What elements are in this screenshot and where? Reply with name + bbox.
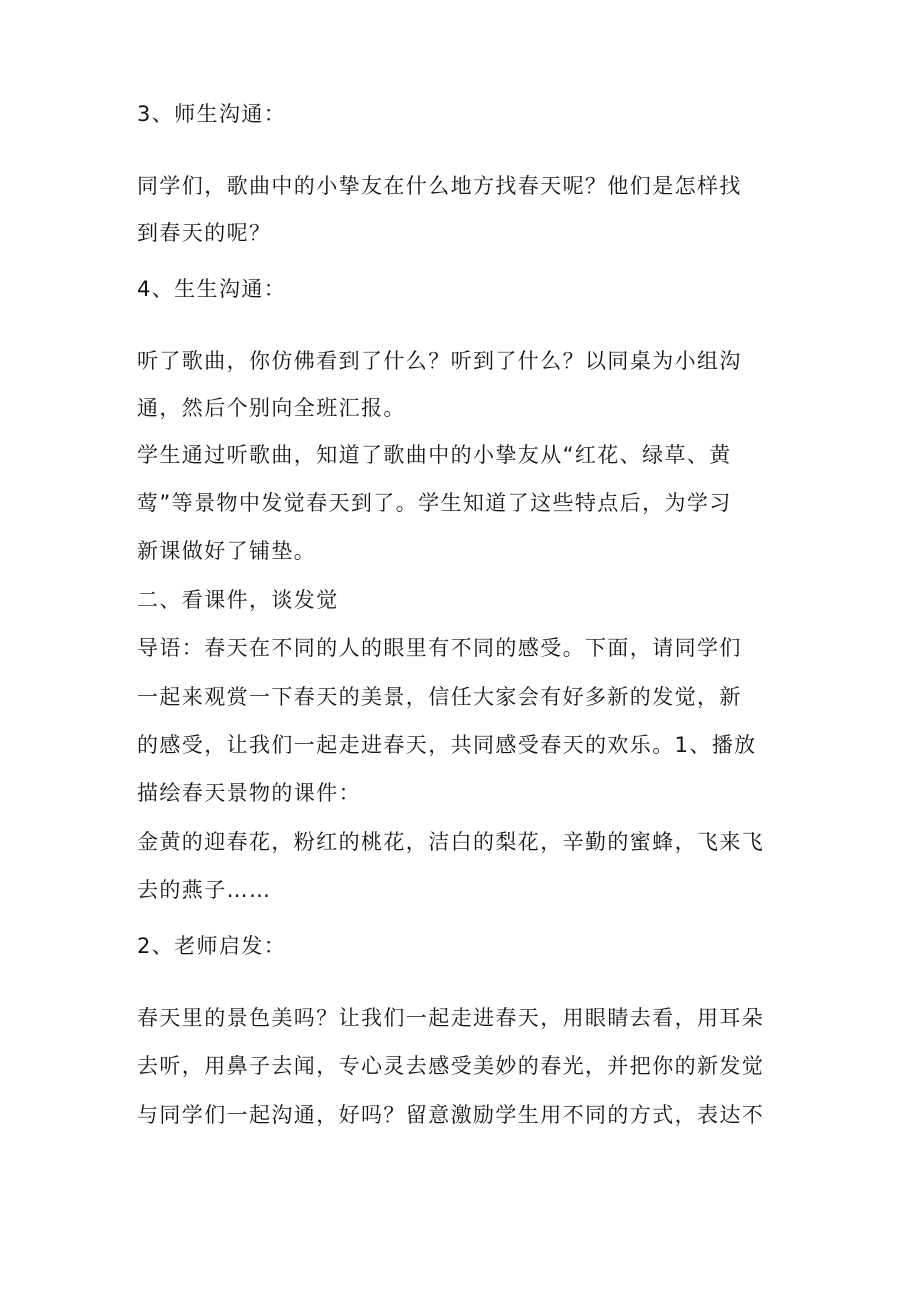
paragraph-line: 的感受，让我们一起走进春天，共同感受春天的欢乐。1、播放 xyxy=(137,733,757,757)
heading-teacher-inspiration: 2、老师启发： xyxy=(137,934,287,958)
paragraph-line: 去听，用鼻子去闻，专心灵去感受美妙的春光，并把你的新发觉 xyxy=(137,1054,765,1078)
paragraph-line: 描绘春天景物的课件： xyxy=(137,781,361,805)
paragraph-line: 莺”等景物中发觉春天到了。学生知道了这些特点后，为学习 xyxy=(137,491,732,515)
paragraph-line: 通，然后个别向全班汇报。 xyxy=(137,396,406,420)
paragraph-line: 春天里的景色美吗？让我们一起走进春天，用眼睛去看，用耳朵 xyxy=(137,1006,765,1030)
paragraph-line: 听了歌曲，你仿佛看到了什么？听到了什么？以同桌为小组沟 xyxy=(137,349,742,373)
paragraph-line: 到春天的呢？ xyxy=(137,221,272,245)
paragraph-line: 学生通过听歌曲，知道了歌曲中的小挚友从“红花、绿草、黄 xyxy=(137,443,732,467)
heading-student-student-communication: 4、生生沟通： xyxy=(137,277,287,301)
paragraph-line: 一起来观赏一下春天的美景，信任大家会有好多新的发觉，新 xyxy=(137,685,742,709)
paragraph-line: 与同学们一起沟通，好吗？留意激励学生用不同的方式，表达不 xyxy=(137,1103,765,1127)
paragraph-line: 同学们，歌曲中的小挚友在什么地方找春天呢？他们是怎样找 xyxy=(137,174,742,198)
paragraph-line: 导语：春天在不同的人的眼里有不同的感受。下面，请同学们 xyxy=(137,636,742,660)
paragraph-line: 新课做好了铺垫。 xyxy=(137,539,317,563)
section-heading-courseware: 二、看课件，谈发觉 xyxy=(137,588,339,612)
paragraph-line: 金黄的迎春花，粉红的桃花，洁白的梨花，辛勤的蜜蜂，飞来飞 xyxy=(137,830,765,854)
paragraph-line: 去的燕子…… xyxy=(137,878,272,902)
heading-teacher-student-communication: 3、师生沟通： xyxy=(137,102,287,126)
